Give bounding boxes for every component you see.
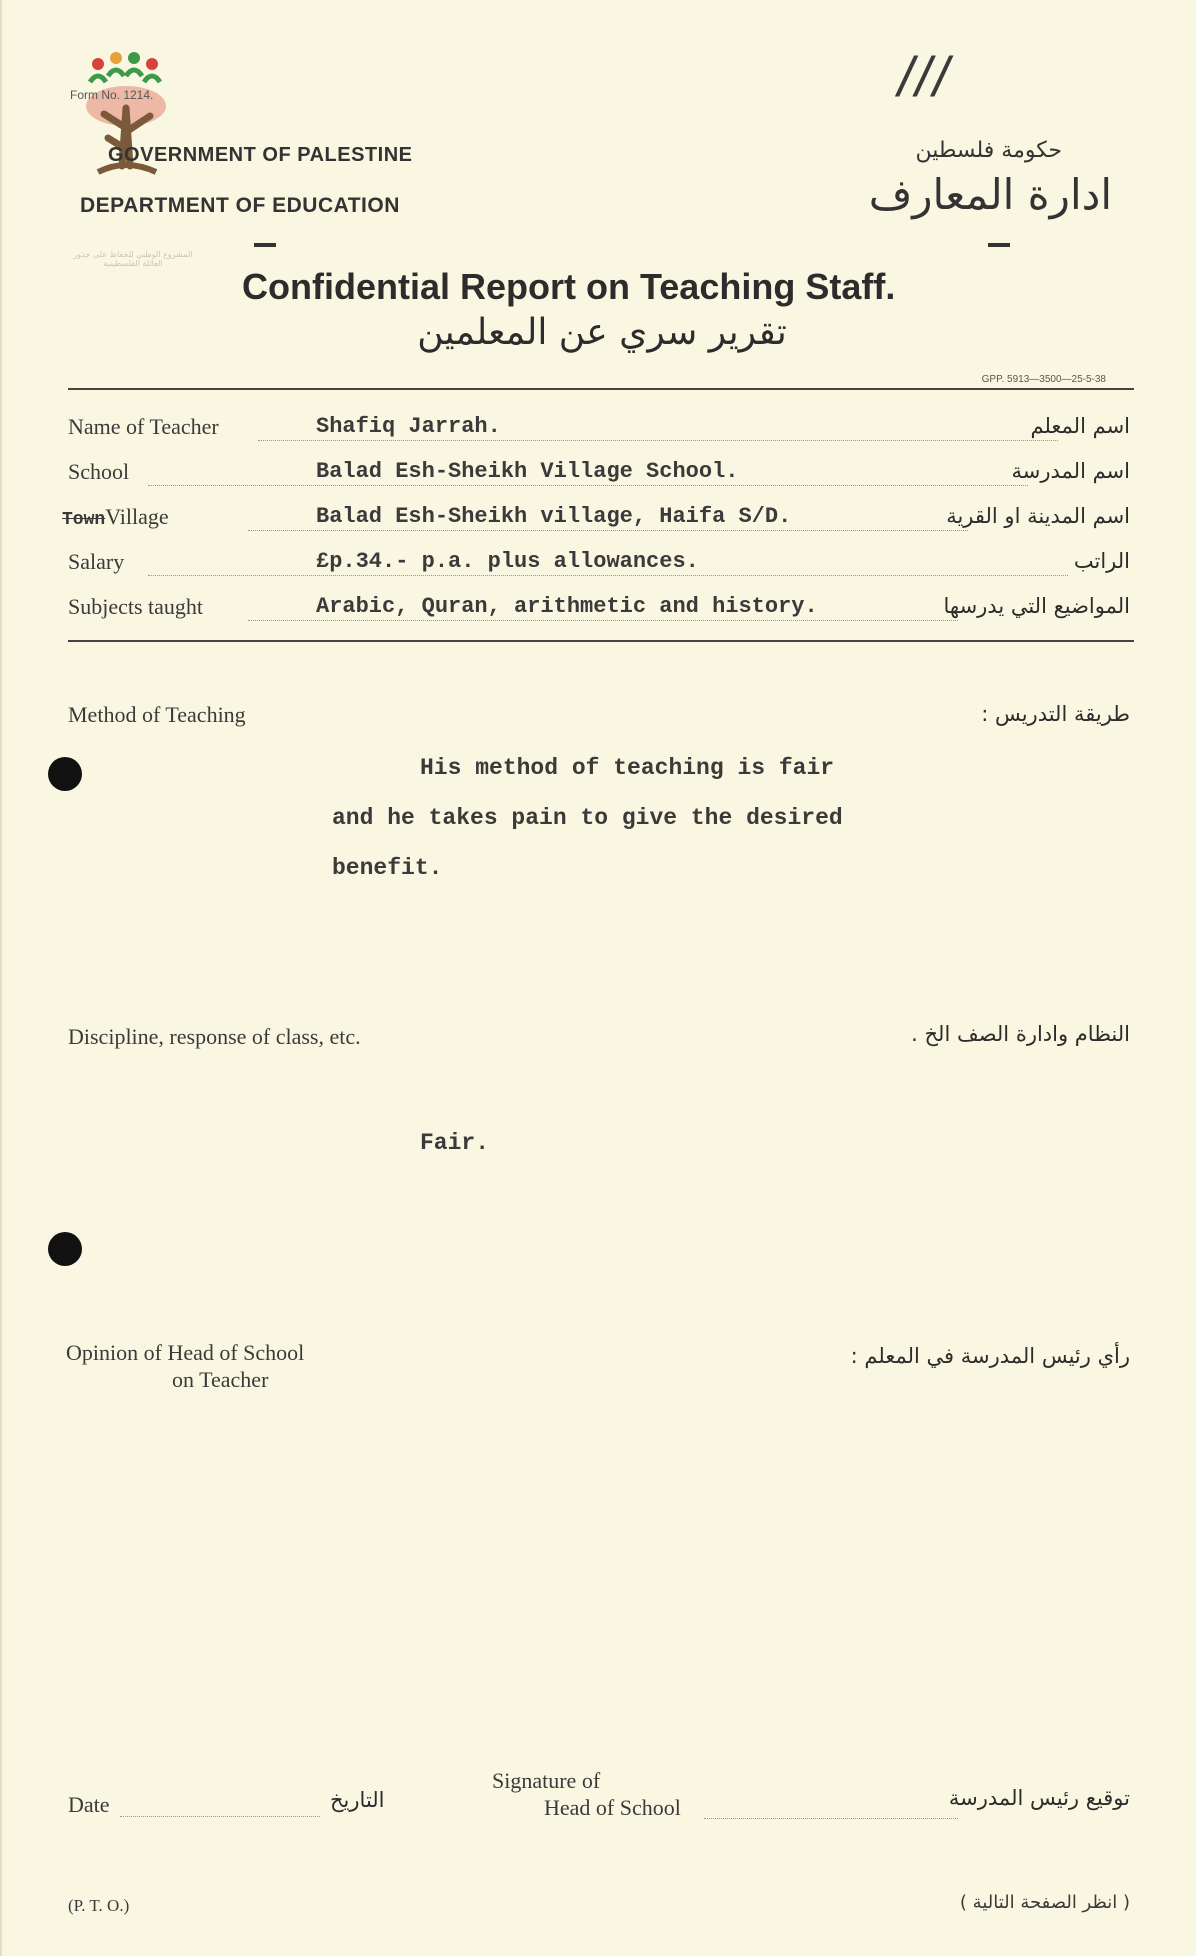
department-heading-ar: ادارة المعارف — [868, 170, 1112, 219]
field-label-group — [62, 504, 169, 530]
field-label: Village — [105, 504, 169, 529]
field-label: Salary — [68, 549, 125, 574]
field-label-ar: المواضيع التي يدرسها — [943, 594, 1130, 618]
discipline-value: Fair. — [420, 1130, 490, 1156]
school-value: Balad Esh-Sheikh Village School. — [316, 459, 739, 484]
print-code: GPP. 5913—3500—25-5-38 — [981, 374, 1106, 385]
form-number: Form No. 1214. — [70, 88, 154, 102]
tree-logo-icon — [68, 48, 188, 188]
government-heading-ar: حكومة فلسطين — [915, 138, 1062, 163]
signature-label-ar: توقيع رئيس المدرسة — [948, 1786, 1130, 1810]
teacher-name-value: Shafiq Jarrah. — [316, 414, 501, 439]
opinion-label-2: on Teacher — [172, 1367, 269, 1392]
dotted-line — [148, 575, 1068, 576]
report-title-ar: تقرير سري عن المعلمين — [417, 312, 787, 353]
method-line: benefit. — [332, 855, 443, 881]
punch-hole — [48, 757, 82, 791]
struck-label: Town — [62, 510, 106, 530]
date-label-ar: التاريخ — [330, 1788, 385, 1812]
field-label-ar: اسم المدرسة — [1011, 459, 1130, 483]
handwritten-file-number: /// — [898, 45, 951, 108]
field-label: Name of Teacher — [68, 414, 219, 439]
punch-hole — [48, 1232, 82, 1266]
field-label: Subjects taught — [68, 594, 204, 619]
date-line — [120, 1816, 320, 1817]
field-label-ar: الراتب — [1073, 549, 1130, 573]
top-rule — [68, 388, 1134, 390]
pto-label-ar: ( انظر الصفحة التالية ) — [959, 1892, 1130, 1913]
discipline-label: Discipline, response of class, etc. — [68, 1024, 361, 1049]
field-label-ar: اسم المدينة او القرية — [946, 504, 1130, 528]
department-heading: DEPARTMENT OF EDUCATION — [80, 194, 400, 217]
dotted-line — [248, 530, 968, 531]
opinion-label-ar: رأي رئيس المدرسة في المعلم : — [850, 1344, 1130, 1368]
fields-bottom-rule — [68, 640, 1134, 642]
signature-label-2: Head of School — [544, 1795, 681, 1820]
report-title: Confidential Report on Teaching Staff. — [242, 266, 896, 307]
method-line: and he takes pain to give the desired — [332, 805, 843, 831]
discipline-label-ar: النظام وادارة الصف الخ . — [911, 1022, 1130, 1046]
method-label-ar: طريقة التدريس : — [981, 702, 1130, 726]
dotted-line — [248, 620, 958, 621]
opinion-label: Opinion of Head of School — [66, 1340, 305, 1365]
dotted-line — [148, 485, 1028, 486]
left-dash — [254, 243, 276, 247]
method-line: His method of teaching is fair — [420, 755, 835, 781]
subjects-value: Arabic, Quran, arithmetic and history. — [316, 594, 818, 619]
field-label: School — [68, 459, 130, 484]
signature-line — [704, 1818, 958, 1819]
right-dash — [988, 243, 1010, 247]
watermark-caption: المشروع الوطني للحفاظ على جذور العائلة الفلسطينية — [73, 250, 193, 268]
village-value: Balad Esh-Sheikh village, Haifa S/D. — [316, 504, 792, 529]
field-label-ar: اسم المعلم — [1030, 414, 1130, 438]
government-heading: GOVERNMENT OF PALESTINE — [108, 144, 413, 166]
signature-label: Signature of — [492, 1768, 601, 1793]
salary-value: £p.34.- p.a. plus allowances. — [316, 549, 699, 574]
pto-label: (P. T. O.) — [68, 1896, 130, 1915]
dotted-line — [258, 440, 1058, 441]
date-label: Date — [68, 1792, 110, 1817]
method-label: Method of Teaching — [68, 702, 246, 727]
